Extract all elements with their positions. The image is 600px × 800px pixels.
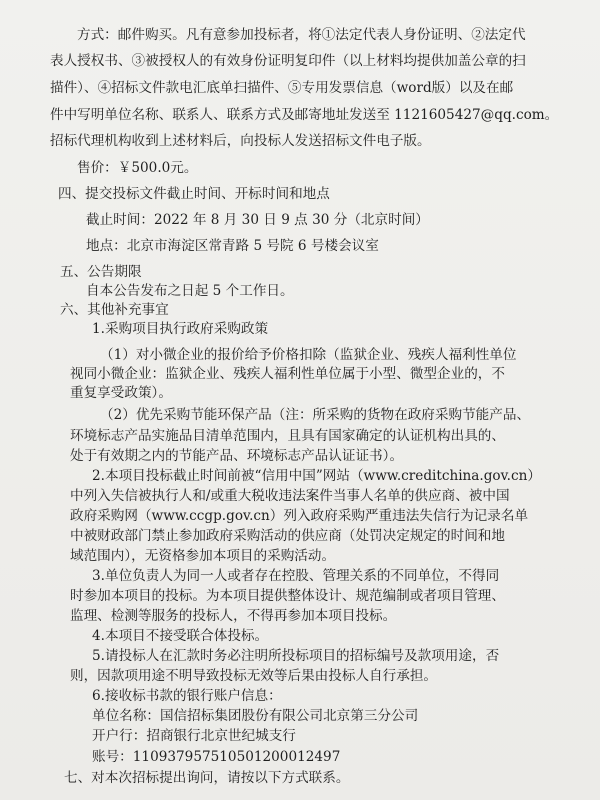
text-line: 监理、检测等服务的投标人，不得再参加本项目投标。 bbox=[70, 608, 397, 624]
text-line: 表人授权书、③被授权人的有效身份证明复印件（以上材料均提供加盖公章的扫 bbox=[50, 53, 526, 69]
text-line: （1）对小微企业的报价给予价格扣除（监狱企业、残疾人福利性单位 bbox=[100, 347, 517, 363]
text-line: 自本公告发布之日起 5 个工作日。 bbox=[86, 283, 294, 299]
text-line: 3.单位负责人为同一人或者存在控股、管理关系的不同单位，不得同 bbox=[92, 568, 500, 584]
text-line: 开户行：招商银行北京世纪城支行 bbox=[92, 728, 296, 744]
text-line: 账号：110937957510501200012497 bbox=[92, 749, 341, 765]
text-line: 处于有效期之内的节能产品、环境标志产品认证证书）。 bbox=[70, 448, 404, 464]
text-line: 地点：北京市海淀区常青路 5 号院 6 号楼会议室 bbox=[86, 238, 379, 254]
text-line: 描件）、④招标文件款电汇底单扫描件、⑤专用发票信息（word版）以及在邮 bbox=[50, 80, 514, 96]
section-heading: 七、对本次招标提出询问，请按以下方式联系。 bbox=[64, 770, 350, 786]
text-line: 截止时间：2022 年 8 月 30 日 9 点 30 分（北京时间） bbox=[86, 212, 429, 228]
text-line: 招标代理机构收到上述材料后，向投标人发送招标文件电子版。 bbox=[50, 133, 431, 149]
text-line: 则，因款项用途不明导致投标无效等后果由投标人自行承担。 bbox=[70, 668, 438, 684]
text-line: 5.请投标人在汇款时务必注明所投标项目的招标编号及款项用途，否 bbox=[92, 648, 500, 664]
text-line: （2）优先采购节能环保产品（注：所采购的货物在政府采购节能产品、 bbox=[100, 407, 531, 423]
text-line: 域范围内），无资格参加本项目的采购活动。 bbox=[70, 548, 336, 564]
text-line: 件中写明单位名称、联系人、联系方式及邮寄地址发送至 1121605427@qq.com。 bbox=[50, 107, 559, 123]
text-line: 售价：￥500.0元。 bbox=[77, 160, 198, 176]
section-heading: 五、公告期限 bbox=[60, 264, 142, 280]
text-line: 时参加本项目的投标。为本项目提供整体设计、规范编制或者项目管理、 bbox=[70, 588, 505, 604]
text-line: 6.接收标书款的银行账户信息： bbox=[92, 688, 282, 704]
text-line: 中列入失信被执行人和/或重大税收违法案件当事人名单的供应商、被中国 bbox=[70, 488, 510, 504]
text-line: 重复享受政策）。 bbox=[70, 385, 172, 401]
text-line: 中被财政部门禁止参加政府采购活动的供应商（处罚决定规定的时间和地 bbox=[70, 528, 505, 544]
text-line: 视同小微企业：监狱企业、残疾人福利性单位属于小型、微型企业的，不 bbox=[70, 366, 505, 382]
text-line: 单位名称：国信招标集团股份有限公司北京第三分公司 bbox=[92, 708, 419, 724]
text-line: 4.本项目不接受联合体投标。 bbox=[92, 628, 269, 644]
section-heading: 六、其他补充事宜 bbox=[60, 302, 169, 318]
text-line: 1.采购项目执行政府采购政策 bbox=[92, 321, 269, 337]
text-line: 环境标志产品实施品目清单范围内，且具有国家确定的认证机构出具的、 bbox=[70, 428, 505, 444]
text-line: 2.本项目投标截止时间前被“信用中国”网站（www.creditchina.gov.cn） bbox=[92, 468, 541, 484]
text-line: 政府采购网（www.ccgp.gov.cn）列入政府采购严重违法失信行为记录名单 bbox=[70, 508, 529, 524]
text-line: 方式：邮件购买。凡有意参加投标者，将①法定代表人身份证明、②法定代 bbox=[77, 27, 526, 43]
section-heading: 四、提交投标文件截止时间、开标时间和地点 bbox=[58, 186, 330, 202]
